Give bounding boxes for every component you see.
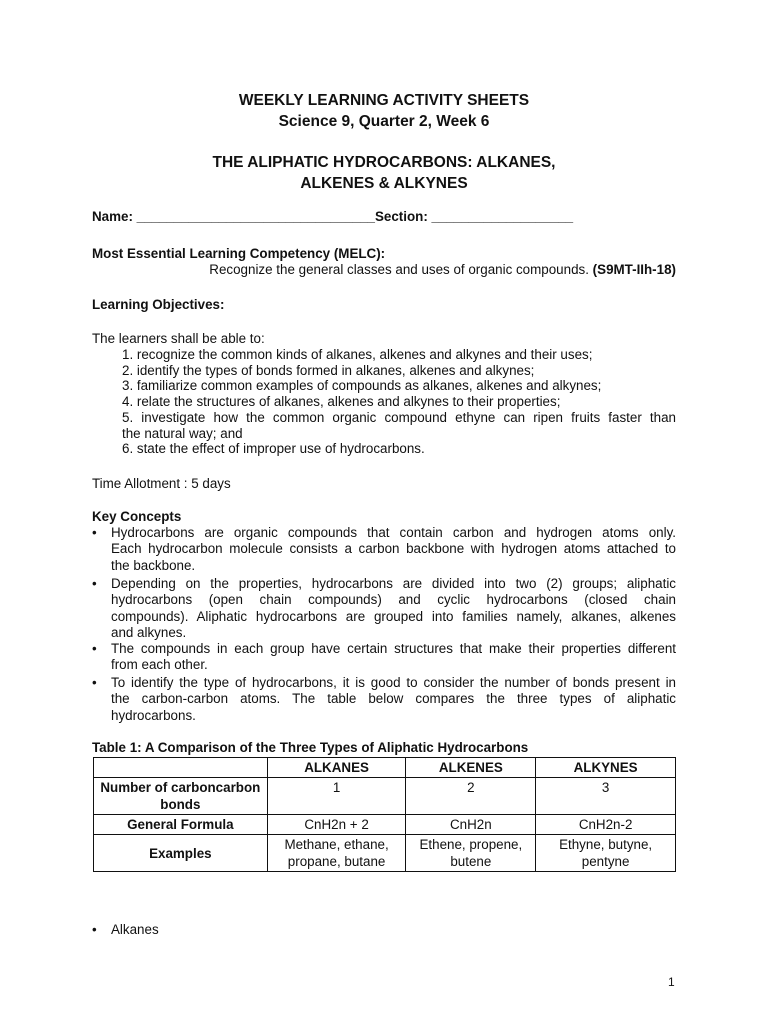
topic-title-line1: THE ALIPHATIC HYDROCARBONS: ALKANES,: [212, 154, 556, 171]
objective-item: 5. investigate how the common organic compound ethyne can ripen fruits faster than: [122, 409, 676, 425]
bullet-line: To identify the type of hydrocarbons, it is good to consider the number of bonds present in: [111, 675, 676, 690]
table-cell: CnH2n + 2: [267, 815, 406, 835]
table-cell: 1: [267, 778, 406, 815]
bullet-line: Hydrocarbons are organic compounds that contain carbon and hydrogen atoms only.: [111, 525, 676, 540]
bullet-line: from each other.: [111, 657, 208, 673]
objective-item: 6. state the effect of improper use of hydrocarbons.: [122, 441, 425, 457]
melc-text: Recognize the general classes and uses of organic compounds.: [209, 262, 589, 277]
objectives-intro: The learners shall be able to:: [92, 331, 265, 346]
section-blank[interactable]: ___________________: [431, 209, 574, 224]
bullet-line: Each hydrocarbon molecule consists a carbon backbone with hydrogen atoms attached to: [111, 541, 676, 557]
table-cell: CnH2n-2: [536, 815, 676, 835]
table-caption: Table 1: A Comparison of the Three Types of Aliphatic Hydrocarbons: [92, 740, 529, 755]
objective-item: the natural way; and: [122, 425, 243, 441]
table-header-cell: ALKENES: [406, 758, 536, 778]
name-blank[interactable]: ________________________________: [136, 209, 375, 224]
bullet-icon: •: [92, 576, 97, 591]
bullet-icon: •: [92, 922, 97, 937]
table-cell: 3: [536, 778, 676, 815]
table-header-row: [94, 758, 676, 778]
table-header-cell: ALKANES: [267, 758, 406, 778]
comparison-table: [93, 757, 676, 872]
table-row: [94, 778, 676, 815]
time-allotment: Time Allotment : 5 days: [92, 476, 231, 491]
table-cell: Ethyne, butyne, pentyne: [536, 835, 676, 872]
row-header: Number of carboncarbon bonds: [94, 778, 268, 815]
bullet-line: the carbon-carbon atoms. The table below compares the three types of aliphatic: [111, 691, 676, 707]
bullet-line: and alkynes.: [111, 624, 187, 640]
melc-heading: Most Essential Learning Competency (MELC):: [92, 246, 386, 261]
melc-code: (S9MT-IIh-18): [592, 262, 676, 277]
objective-item: 3. familiarize common examples of compounds as alkanes, alkenes and alkynes;: [122, 378, 602, 394]
row-header: Examples: [94, 835, 268, 872]
bullet-line: The compounds in each group have certain structures that make their properties different: [111, 641, 676, 656]
table-row: [94, 835, 676, 872]
bullet-line: hydrocarbons.: [111, 707, 196, 723]
bullet-icon: •: [92, 675, 97, 690]
objective-item: 2. identify the types of bonds formed in alkanes, alkenes and alkynes;: [122, 362, 535, 378]
table-cell: Methane, ethane, propane, butane: [267, 835, 406, 872]
bullet-line: compounds). Aliphatic hydrocarbons are grouped into families namely, alkanes, alkenes: [111, 608, 676, 624]
alkanes-label: Alkanes: [111, 922, 159, 937]
table-row: [94, 815, 676, 835]
topic-title-line2: ALKENES & ALKYNES: [300, 175, 468, 192]
objective-item: 1. recognize the common kinds of alkanes, alkenes and alkynes and their uses;: [122, 347, 593, 362]
bullet-icon: •: [92, 641, 97, 656]
sheet-subtitle: Science 9, Quarter 2, Week 6: [278, 113, 490, 130]
objective-item: 4. relate the structures of alkanes, alkenes and alkynes to their properties;: [122, 394, 561, 410]
bullet-icon: •: [92, 525, 97, 540]
objectives-list: [122, 347, 676, 457]
table-header-cell: ALKYNES: [536, 758, 676, 778]
objectives-heading: Learning Objectives:: [92, 297, 225, 312]
table-cell: Ethene, propene, butene: [406, 835, 536, 872]
bullet-line: the backbone.: [111, 557, 196, 573]
row-header: General Formula: [94, 815, 268, 835]
table-cell: 2: [406, 778, 536, 815]
sheet-title: WEEKLY LEARNING ACTIVITY SHEETS: [238, 92, 530, 109]
bullet-line: Depending on the properties, hydrocarbons are divided into two (2) groups; aliphatic: [111, 576, 676, 591]
name-label: Name:: [92, 209, 133, 224]
table-cell: CnH2n: [406, 815, 536, 835]
bullet-line: hydrocarbons (open chain compounds) and cyclic hydrocarbons (closed chain: [111, 592, 676, 608]
key-concepts-heading: Key Concepts: [92, 509, 182, 524]
section-label: Section:: [374, 209, 428, 224]
name-section-line: [92, 209, 676, 224]
melc-statement: [179, 262, 676, 277]
table-header-cell: [94, 758, 268, 778]
page-number: 1: [668, 975, 675, 989]
